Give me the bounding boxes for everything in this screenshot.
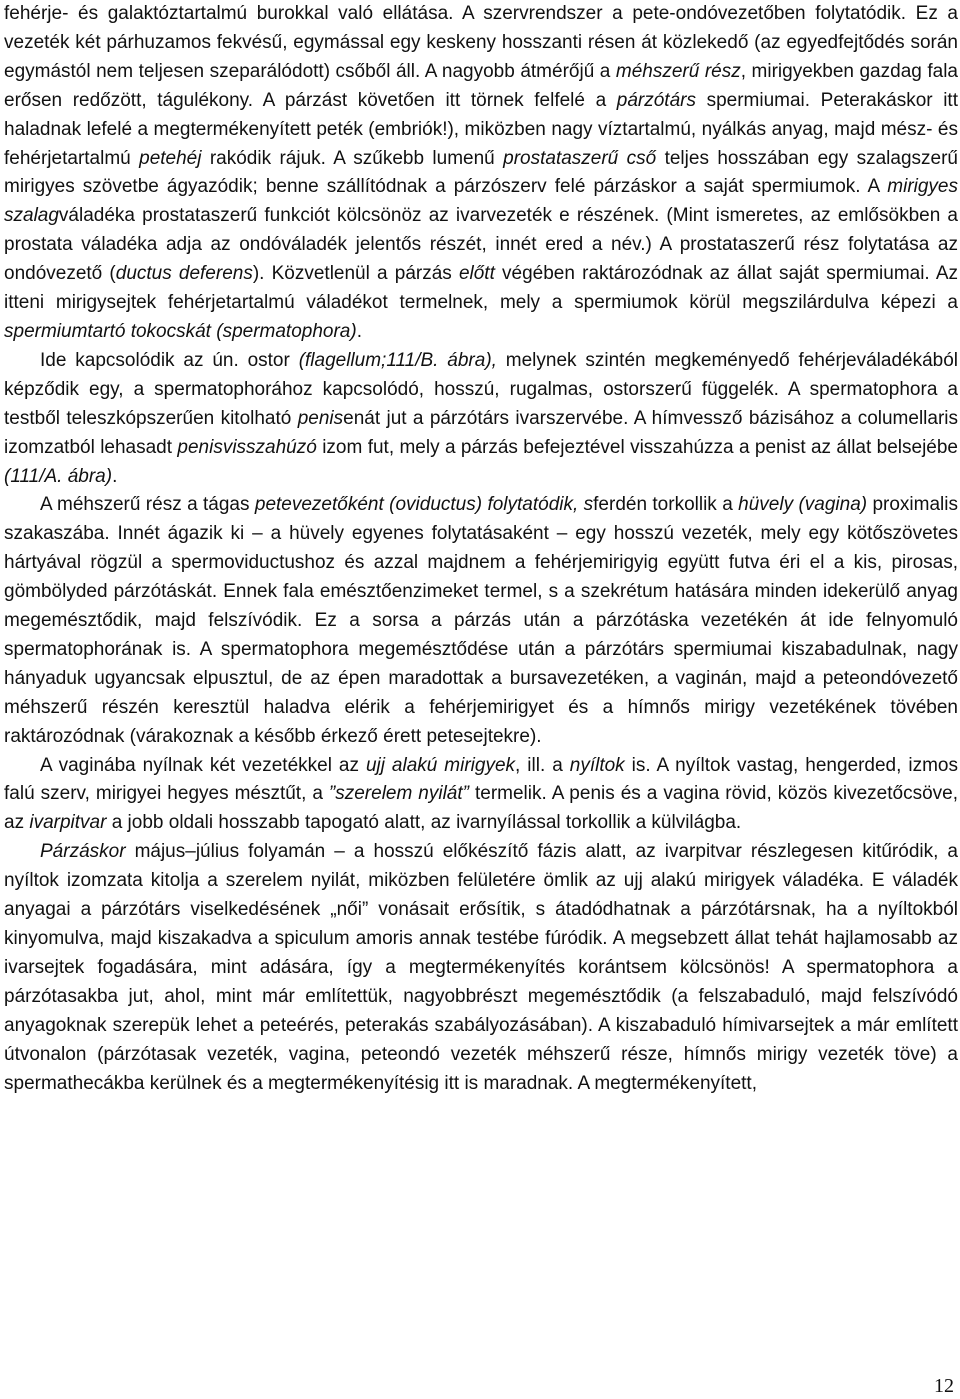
text-run: váladéka prostataszerű funkciót kölcsönöz az ivarvezeték e részének. (Mint ismeretes, az emlősökben a prostata váladéka adja az ondóváladék jelentős részét, innét ered a név.) A prostataszerű rész folytatása az ondóvezető ( bbox=[4, 205, 958, 285]
italic-term: (111/A. ábra) bbox=[4, 465, 113, 487]
italic-term: nyíltok bbox=[569, 754, 625, 776]
paragraph-love-dart bbox=[4, 752, 958, 839]
text-run: A méhszerű rész a tágas bbox=[40, 494, 255, 516]
text-run: izom fut, mely a párzás befejeztével visszahúzza a penist az állat belsejébe bbox=[316, 436, 958, 458]
italic-term: prostataszerű cső bbox=[503, 147, 657, 169]
italic-term: Párzáskor bbox=[40, 841, 126, 863]
page-number: 12 bbox=[934, 1375, 954, 1397]
italic-term: spermiumtartó tokocskát (spermatophora) bbox=[4, 320, 357, 342]
text-run: spermiumai. Peterakáskor itt haladnak lefelé a megtermékenyített peték (embriók!), miközben nagy víztartalmú, nyálkás anyag, majd mész- és fehérjetartalmú bbox=[4, 89, 958, 169]
text-run: ferdén torkollik a bbox=[593, 494, 739, 516]
paragraph-mating bbox=[4, 838, 958, 1098]
italic-term: (flagellum;111/B. ábra), bbox=[298, 349, 497, 371]
paragraph-flagellum bbox=[4, 347, 958, 492]
text-run: május–július folyamán – a hosszú előkészítő fázis alatt, az ivarpitvar részlegesen kitűródik, a nyíltok izomzata kitolja a szerelem nyilát, miközben felületére ömlik az ujj alakú mirigyek váladéka. E váladék anyagai a párzótárs viselkedésének „női” vonásait erősítik, s átadódhatnak a párzótársnak, ha a nyíltokból kinyomulva, majd kiszakadva a spiculum amoris annak testébe fúródik. A megsebzett állat tehát hajlamosabb az ivarsejtek fogadására, mint adására, így a megtermékenyítés korántsem kölcsönös! A spermatophora a párzótasakba jut, ahol, mint már említettük, nagyobbrészt megemésztődik (a felszabaduló, majd felszívódó anyagoknak szerepük lehet a peteérés, peterakás szabályozásában). A kiszabaduló hímivarsejtek a már említett útvonalon (párzótasak vezeték, vagina, peteondó vezeték méhszerű része, hímnős mirigy vezeték töve) a spermathecákba kerülnek és a megtermékenyítésig itt is maradnak. A megtermékenyített, bbox=[4, 841, 958, 1094]
text-run: proximalis szakaszába. Innét ágazik ki – a hüvely egyenes folytatásaként – egy hosszú vezeték, mely egy kötőszövetes hártyával rögzül a spermoviductushoz és azzal majdnem a fehérjemirigyig együtt futva éri el a kis, pirosas, gömbölyded párzótáskát. Ennek fala emésztőenzimeket termel, s a szekrétum hatására minden idekerülő anyag megemésztődik, majd felszívódik. Ez a sorsa a párzás után a párzótáska vezetékén át ide felnyomuló spermatophorának is. A spermatophora megemésztődése után a párzótárs spermiumai kiszabadulnak, nagy hányaduk ugyancsak elpusztul, de az épen maradottak a bursavezetéken, a vaginán, majd a peteondóvezető méhszerű részén keresztül haladva elérik a fehérjemirigyet és a hímnős mirigy vezetékének tövében raktározódnak (várakoznak a később érkező érett petesejtekre). bbox=[4, 494, 958, 747]
text-run: , ill. a bbox=[515, 754, 570, 776]
paragraph-spermoviduct bbox=[4, 0, 958, 347]
italic-term: petehéj bbox=[139, 147, 202, 169]
text-run: teljes hosszában egy szalagszerű mirigyes szövetbe ágyazódik; benne szállítódnak a párzószerv felé párzáskor a saját spermiumok. A bbox=[4, 147, 959, 198]
text-run: enát jut a párzótárs ivarszervébe. A hímvessző bázisához a columellaris izomzatból lehasadt bbox=[4, 407, 958, 458]
italic-term: penisvisszahúzó bbox=[177, 436, 317, 458]
italic-term: mirigyes szalag bbox=[4, 176, 958, 227]
text-run: végében raktározódnak az állat saját spermiumai. Az itteni mirigysejtek fehérjetartalmú váladékot termelnek, mely a spermiumok körül megszilárdulva képezi a bbox=[4, 263, 959, 314]
text-run: , mirigyekben gazdag fala erősen redőzött, tágulékony. A párzást követően itt törnek felfelé a bbox=[4, 60, 958, 111]
text-run: Ide kapcsolódik az ún. ostor bbox=[40, 349, 299, 371]
text-run: is. A nyíltok vastag, hengerded, izmos falú szerv, mirigyei hegyes mésztűt, a bbox=[4, 754, 958, 805]
italic-term: méhszerű rész bbox=[615, 60, 741, 82]
italic-term: hüvely (vagina) bbox=[738, 494, 868, 516]
italic-term: petevezetőként (oviductus) folytatódik, s bbox=[254, 494, 594, 516]
italic-term: előtt bbox=[458, 263, 495, 285]
italic-term: párzótárs bbox=[616, 89, 696, 111]
italic-term: ductus deferens bbox=[115, 263, 253, 285]
text-run: . bbox=[112, 465, 118, 487]
text-run: melynek szintén megkeményedő fehérjeváladékából képződik egy, a spermatophorához kapcsolódó, hosszú, rugalmas, ostorszerű függelék. A spermatophora a testből teleszkópszerűen kitolható bbox=[4, 349, 958, 429]
text-run: A vaginába nyílnak két vezetékkel az bbox=[40, 754, 366, 776]
italic-term: ujj alakú mirigyek bbox=[365, 754, 516, 776]
paragraph-oviduct-vagina bbox=[4, 491, 958, 751]
text-run: rakódik rájuk. A szűkebb lumenű bbox=[201, 147, 504, 169]
text-run: termelik. A penis és a vagina rövid, közös kivezetőcsöve, az bbox=[4, 783, 958, 834]
italic-term: penis bbox=[297, 407, 344, 429]
italic-term: ”szerelem nyilát” bbox=[328, 783, 469, 805]
text-run: . bbox=[356, 320, 362, 342]
text-run: a jobb oldali hosszabb tapogató alatt, az ivarnyílással torkollik a külvilágba. bbox=[106, 812, 742, 834]
document-page bbox=[4, 0, 958, 1098]
text-run: fehérje- és galaktóztartalmú burokkal való ellátása. A szervrendszer a pete-ondóvezetőben folytatódik. Ez a vezeték két párhuzamos fekvésű, egymással egy keskeny hosszanti résen át közlekedő (az egyedfejtődés során egymástól nem teljesen szeparálódott) csőből áll. A nagyobb átmérőjű a bbox=[4, 3, 958, 82]
italic-term: ivarpitvar bbox=[29, 812, 107, 834]
text-run: ). Közvetlenül a párzás bbox=[252, 263, 459, 285]
